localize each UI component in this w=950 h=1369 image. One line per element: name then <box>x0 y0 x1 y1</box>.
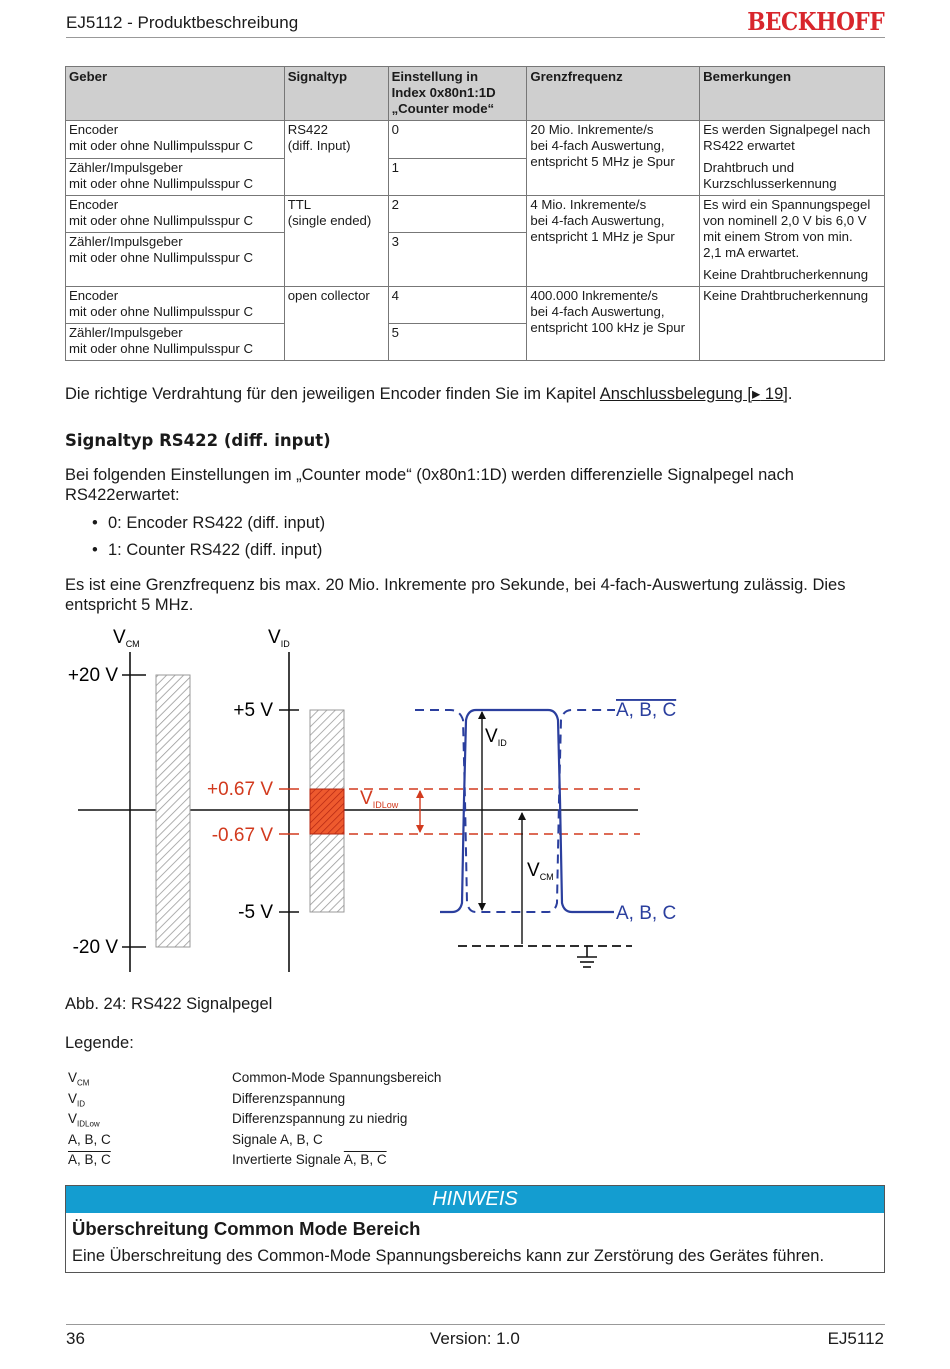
col-header-geber: Geber <box>66 67 285 121</box>
remark-line: Drahtbruch und <box>703 160 795 175</box>
legend-description: Differenzspannung zu niedrig <box>232 1111 408 1126</box>
table-row <box>66 121 885 159</box>
cell-bemerkungen <box>700 121 885 196</box>
cell-einstellung: 2 <box>388 196 527 233</box>
label-plus067v: +0.67 V <box>206 779 273 800</box>
cell-geber <box>66 324 285 361</box>
remark-line: Es werden Signalpegel nach <box>703 122 871 137</box>
anschlussbelegung-link[interactable]: Anschlussbelegung [▸ 19] <box>599 385 788 403</box>
legend-heading: Legende: <box>65 1034 134 1052</box>
geber-name: Zähler/Impulsgeber <box>69 325 183 340</box>
page-number: 36 <box>66 1329 85 1348</box>
freq-line: bei 4-fach Auswertung, <box>530 304 665 319</box>
freq-line: entspricht 100 kHz je Spur <box>530 320 686 335</box>
arrow-right-icon: ▸ <box>752 385 761 403</box>
legend-description: Differenzspannung <box>232 1091 346 1106</box>
footer-rule <box>66 1324 885 1325</box>
col-header-signaltyp: Signaltyp <box>284 67 388 121</box>
vcm-axis-label: $V_{CM}$ <box>113 627 140 649</box>
geber-name: Zähler/Impulsgeber <box>69 234 183 249</box>
page-header-title: EJ5112 - Produktbeschreibung <box>66 13 299 32</box>
signaltyp-name: TTL <box>287 197 312 212</box>
vcm-measure-label: $V_{CM}$ <box>527 860 554 882</box>
notice-box <box>65 1185 885 1273</box>
table-row <box>66 287 885 324</box>
vid-axis-label: $V_{ID}$ <box>268 627 290 649</box>
signaltyp-detail: (single ended) <box>287 213 372 228</box>
version-label: Version: 1.0 <box>430 1329 520 1348</box>
frequency-paragraph <box>65 575 885 615</box>
remark-line: Es wird ein Spannungspegel <box>703 197 871 212</box>
legend-description: Common-Mode Spannungsbereich <box>232 1070 442 1085</box>
cell-signaltyp: open collector <box>284 287 388 361</box>
geber-detail: mit oder ohne Nullimpulsspur C <box>69 213 253 228</box>
cell-einstellung: 5 <box>388 324 527 361</box>
cell-geber <box>66 121 285 159</box>
freq-line: 4 Mio. Inkremente/s <box>530 197 647 212</box>
remark-line: RS422 erwartet <box>703 138 795 153</box>
bullet-icon: • <box>92 541 98 559</box>
cell-grenzfrequenz <box>527 196 700 287</box>
notice-label: HINWEIS <box>66 1186 884 1213</box>
freq-line: bei 4-fach Auswertung, <box>530 138 665 153</box>
geber-detail: mit oder ohne Nullimpulsspur C <box>69 175 253 191</box>
wiring-paragraph: Die richtige Verdrahtung für den jeweiligen Encoder finden Sie im Kapitel Anschlussbelegung [▸ 19]. <box>65 385 793 403</box>
figure-caption: Abb. 24: RS422 Signalpegel <box>65 995 273 1013</box>
table-header-row <box>66 67 885 121</box>
col-header-einstellung <box>388 67 527 121</box>
intro-line: Bei folgenden Einstellungen im „Counter mode“ (0x80n1:1D) werden differenzielle Signalpegel nach <box>65 466 794 484</box>
legend-symbol: A, B, C <box>68 1132 111 1147</box>
signal-label: A, B, C <box>616 903 677 924</box>
freq-line: 400.000 Inkremente/s <box>530 288 658 303</box>
cell-signaltyp <box>284 121 388 196</box>
cell-grenzfrequenz <box>527 121 700 196</box>
wiring-text: Die richtige Verdrahtung für den jeweiligen Encoder finden Sie im Kapitel <box>65 385 600 403</box>
geber-detail: mit oder ohne Nullimpulsspur C <box>69 138 253 153</box>
inverted-signal-label: A, B, C <box>616 700 677 721</box>
idlow-range-bar <box>310 789 344 834</box>
bullet-icon: • <box>92 514 98 532</box>
remark-line: 2,1 mA erwartet. <box>703 245 800 260</box>
col-header-einstellung-line3: „Counter mode“ <box>391 101 495 116</box>
vidlow-label: $V_{IDLow}$ <box>360 788 399 810</box>
legend-description: Invertierte Signale A, B, C <box>232 1152 387 1167</box>
inverted-signal-trace <box>415 710 615 912</box>
remark-line: von nominell 2,0 V bis 6,0 V <box>703 213 867 228</box>
cell-geber <box>66 196 285 233</box>
geber-name: Zähler/Impulsgeber <box>69 159 183 175</box>
geber-detail: mit oder ohne Nullimpulsspur C <box>69 341 253 356</box>
notice-text: Eine Überschreitung des Common-Mode Spannungsbereichs kann zur Zerstörung des Gerätes führen. <box>72 1247 825 1265</box>
freq-text-line: Es ist eine Grenzfrequenz bis max. 20 Mio. Inkremente pro Sekunde, bei 4-fach-Auswertung zulässig. Dies <box>65 576 846 594</box>
cell-einstellung: 3 <box>388 233 527 287</box>
label-minus5v: -5 V <box>238 902 273 923</box>
cell-grenzfrequenz <box>527 287 700 361</box>
encoder-spec-table <box>65 66 885 361</box>
legend-symbol: $V_{ID}$ <box>68 1091 86 1109</box>
remark-line: Keine Drahtbrucherkennung <box>703 267 869 282</box>
col-header-grenzfrequenz: Grenzfrequenz <box>527 67 700 121</box>
label-minus067v: -0.67 V <box>211 825 273 846</box>
legend-symbol: $V_{CM}$ <box>68 1070 90 1088</box>
geber-name: Encoder <box>69 122 119 137</box>
geber-name: Encoder <box>69 288 119 303</box>
intro-line: RS422erwartet: <box>65 486 180 504</box>
section-heading: Signaltyp RS422 (diff. input) <box>65 431 331 450</box>
model-label: EJ5112 <box>827 1329 884 1348</box>
table-row <box>66 196 885 233</box>
col-header-bemerkungen: Bemerkungen <box>700 67 885 121</box>
freq-line: bei 4-fach Auswertung, <box>530 213 665 228</box>
remark-line: Keine Drahtbrucherkennung <box>703 288 869 303</box>
cell-geber <box>66 287 285 324</box>
col-header-einstellung-line1: Einstellung in <box>391 69 479 84</box>
legend-symbol: $V_{IDLow}$ <box>68 1111 100 1129</box>
cell-bemerkungen <box>700 196 885 287</box>
remark-line: Kurzschlusserkennung <box>703 176 837 191</box>
label-plus20v: +20 V <box>67 665 118 686</box>
freq-line: 20 Mio. Inkremente/s <box>530 122 654 137</box>
common-mode-range-bar <box>156 675 190 947</box>
legend-symbol: A, B, C <box>68 1152 111 1167</box>
freq-line: entspricht 1 MHz je Spur <box>530 229 675 244</box>
col-header-einstellung-line2: Index 0x80n1:1D <box>391 85 496 100</box>
freq-text-line: entspricht 5 MHz. <box>65 596 194 614</box>
geber-detail: mit oder ohne Nullimpulsspur C <box>69 250 253 265</box>
geber-name: Encoder <box>69 197 119 212</box>
cell-geber <box>66 233 285 287</box>
freq-line: entspricht 5 MHz je Spur <box>530 154 675 169</box>
cell-geber <box>66 158 285 196</box>
notice-title: Überschreitung Common Mode Bereich <box>72 1218 421 1239</box>
intro-paragraph <box>65 465 885 505</box>
vid-measure-label: $V_{ID}$ <box>485 726 507 748</box>
legend-description: Signale A, B, C <box>232 1132 323 1147</box>
label-minus20v: -20 V <box>72 937 118 958</box>
cell-signaltyp <box>284 196 388 287</box>
signaltyp-detail: (diff. Input) <box>287 138 351 153</box>
cell-einstellung: 4 <box>388 287 527 324</box>
cell-bemerkungen <box>700 287 885 361</box>
label-plus5v: +5 V <box>233 700 273 721</box>
remark-line: mit einem Strom von min. <box>703 229 853 244</box>
signaltyp-name: RS422 <box>287 122 329 137</box>
cell-einstellung: 1 <box>388 158 527 196</box>
cell-einstellung: 0 <box>388 121 527 159</box>
beckhoff-logo: BECKHOFF <box>747 7 884 36</box>
header-rule <box>66 37 885 38</box>
geber-detail: mit oder ohne Nullimpulsspur C <box>69 304 253 319</box>
rs422-signal-level-diagram <box>60 620 677 980</box>
